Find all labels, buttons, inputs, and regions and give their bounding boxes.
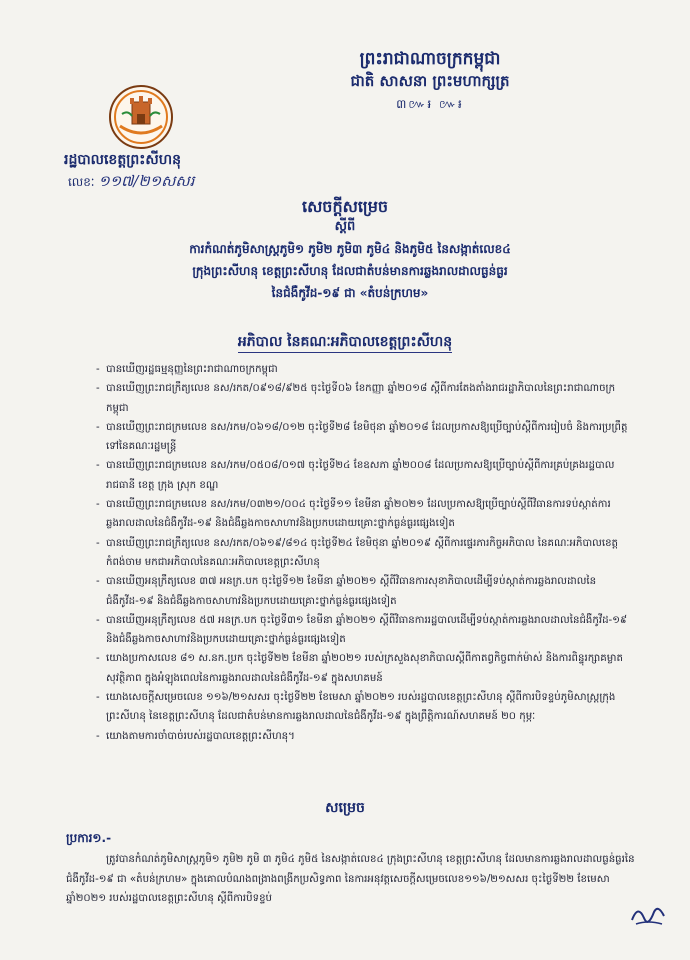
subject-line: ការកំណត់ភូមិសាស្រ្តភូមិ១ ភូមិ២ ភូមិ៣ ភូមិ៤ និងភូមិ៥ នៃសង្កាត់លេខ៤	[189, 242, 511, 256]
consideration-item: - បានឃើញព្រះរាជក្រឹត្យលេខ នស/រកត/០៩១៨/៩២៥ ចុះថ្ងៃទី០៦ ខែកញ្ញា ឆ្នាំ២០១៨ ស្តីពីការតែងតាំងរាជរដ្ឋាភិបាលនៃព្រះរាជាណាចក្រកម្ពុជា	[96, 379, 636, 418]
article-text: ត្រូវបានកំណត់ភូមិសាស្រ្តភូមិ១ ភូមិ២ ភូមិ ៣ ភូមិ៤ ភូមិ៥ នៃសង្កាត់លេខ៤ ក្រុងព្រះសីហនុ ខេត្តព្រះសីហនុ ដែលមានការឆ្លងរាលដាលធ្ងន់ធ្ងរនៃជំងឺកូវីដ-១៩ ជា «តំបន់ក្រហម» ក្នុងគោលបំណងពង្រាងពង្រីកប្រសិទ្ធភាព នៃការអនុវត្តសេចក្តីសម្រេចលេខ១១៦/២១សសរ ចុះថ្ងៃទី២២ ខែមេសា ឆ្នាំ២០២១ របស់រដ្ឋបាលខេត្តព្រះសីហនុ ស្តីពីការបិទខ្ទប់	[66, 854, 635, 904]
ornament-divider: ៣៚៛ ៚៛	[396, 97, 464, 111]
article-label: ប្រការ១.-	[66, 831, 112, 845]
reference-value: ១១៧/២១សសរ	[98, 172, 195, 190]
consideration-item: - បានឃើញព្រះរាជក្រមលេខ នស/រកម/០៥០៨/០១៧ ចុះថ្ងៃទី២៤ ខែឧសភា ឆ្នាំ២០០៨ ដែលប្រកាសឱ្យប្រើច្បាប់ស្តីពីការគ្រប់គ្រងរដ្ឋបាលរាជធានី ខេត្ត ក្រុង ស្រុក ខណ្ឌ	[96, 456, 636, 495]
reference-label: លេខៈ	[68, 175, 95, 189]
consideration-item: - បានឃើញព្រះរាជក្រឹត្យលេខ នស/រកត/០៦១៩/៨១៤ ចុះថ្ងៃទី២៤ ខែមិថុនា ឆ្នាំ២០១៩ ស្តីពីការផ្ទេរភារកិច្ចអភិបាល នៃគណៈអភិបាលខេត្តកំពង់ចាម មកជាអភិបាលនៃគណៈអភិបាលខេត្តព្រះសីហនុ	[96, 534, 636, 573]
authority-underline	[238, 352, 452, 353]
consideration-item: - បានឃើញរដ្ឋធម្មនុញ្ញនៃព្រះរាជាណាចក្រកម្ពុជា	[96, 360, 636, 379]
consideration-item: - បានឃើញអនុក្រឹត្យលេខ ៥៧ អនក្រ.បក ចុះថ្ងៃទី៣១ ខែមីនា ឆ្នាំ២០២១ ស្តីពីវិធានការរដ្ឋបាលដើម្បីទប់ស្កាត់ការឆ្លងរាលដាលនៃជំងឺកូវីដ-១៩ និងជំងឺឆ្លងកាចសាហាវនិងប្រកបដោយគ្រោះថ្នាក់ធ្ងន់ធ្ងរផ្សេងទៀត	[96, 611, 636, 650]
considerations-list	[96, 360, 636, 746]
document-title: សេចក្តីសម្រេច	[301, 197, 388, 216]
consideration-item: - បានឃើញអនុក្រឹត្យលេខ ៣៧ អនក្រ.បក ចុះថ្ងៃទី១២ ខែមីនា ឆ្នាំ២០២១ ស្តីពីវិធានការសុខាភិបាលដើម្បីទប់ស្កាត់ការឆ្លងរាលដាលនៃជំងឺកូវីដ-១៩ និងជំងឺឆ្លងកាចសាហាវនិងប្រកបដោយគ្រោះថ្នាក់ធ្ងន់ធ្ងរផ្សេងទៀត	[96, 572, 636, 611]
document-about: ស្តីពី	[334, 219, 356, 234]
subject-line: ក្រុងព្រះសីហនុ ខេត្តព្រះសីហនុ ដែលជាតំបន់មានការឆ្លងរាលដាលធ្ងន់ធ្ងរ	[192, 264, 508, 278]
consideration-item: - បានឃើញព្រះរាជក្រមលេខ នស/រកម/០៦១៨/០១២ ចុះថ្ងៃទី២៨ ខែមិថុនា ឆ្នាំ២០១៨ ដែលប្រកាសឱ្យប្រើច្បាប់ស្តីពីការរៀបចំ និងការប្រព្រឹត្តទៅនៃគណៈរដ្ឋមន្ត្រី	[96, 418, 636, 457]
initials-signature-icon	[628, 900, 668, 930]
consideration-item: - យោងប្រកាសលេខ ៨១ ស.នក.ប្រក ចុះថ្ងៃទី២២ ខែមីនា ឆ្នាំ២០២១ របស់ក្រសួងសុខាភិបាលស្តីពីកាតព្វកិច្ចពាក់ម៉ាស់ និងការពិន្ទុរក្សាគម្លាតសុវត្ថិភាព ក្នុងអំឡុងពេលនៃការឆ្លងរាលដាលនៃជំងឺកូវីដ-១៩ ក្នុងសហគមន៍	[96, 649, 636, 688]
kingdom-title: ព្រះរាជាណាចក្រកម្ពុជា	[359, 49, 501, 69]
authority-heading: អភិបាល នៃគណៈអភិបាលខេត្តព្រះសីហនុ	[237, 334, 453, 350]
issuer-name: រដ្ឋបាលខេត្តព្រះសីហនុ	[64, 152, 181, 168]
decision-heading: សម្រេច	[325, 800, 365, 816]
consideration-item: - យោងតាមការចាំបាច់របស់រដ្ឋបាលខេត្តព្រះសីហនុ។	[96, 727, 636, 746]
subject-line: នៃជំងឺកូវីដ-១៩ ជា «តំបន់ក្រហម»	[271, 286, 429, 300]
consideration-item: - យោងសេចក្តីសម្រេចលេខ ១១៦/២១សសរ ចុះថ្ងៃទី២២ ខែមេសា ឆ្នាំ២០២១ របស់រដ្ឋបាលខេត្តព្រះសីហនុ ស្តីពីការបិទខ្ទប់ភូមិសាស្រ្តក្រុងព្រះសីហនុ នៃខេត្តព្រះសីហនុ ដែលជាតំបន់មានការឆ្លងរាលដាលនៃជំងឺកូវីដ-១៩ ក្នុងព្រឹត្តិការណ៍សហគមន៍ ២០ កុម្ភៈ	[96, 688, 636, 727]
reference-number	[68, 172, 194, 194]
national-motto: ជាតិ សាសនា ព្រះមហាក្សត្រ	[350, 72, 510, 90]
consideration-item: - បានឃើញព្រះរាជក្រមលេខ នស/រកម/០៣២១/០០៤ ចុះថ្ងៃទី១១ ខែមីនា ឆ្នាំ២០២១ ដែលប្រកាសឱ្យប្រើច្បាប់ស្តីពីវិធានការទប់ស្កាត់ការឆ្លងរាលដាលនៃជំងឺកូវីដ-១៩ និងជំងឺឆ្លងកាចសាហាវនិងប្រកបដោយគ្រោះថ្នាក់ធ្ងន់ធ្ងរផ្សេងទៀត	[96, 495, 636, 534]
